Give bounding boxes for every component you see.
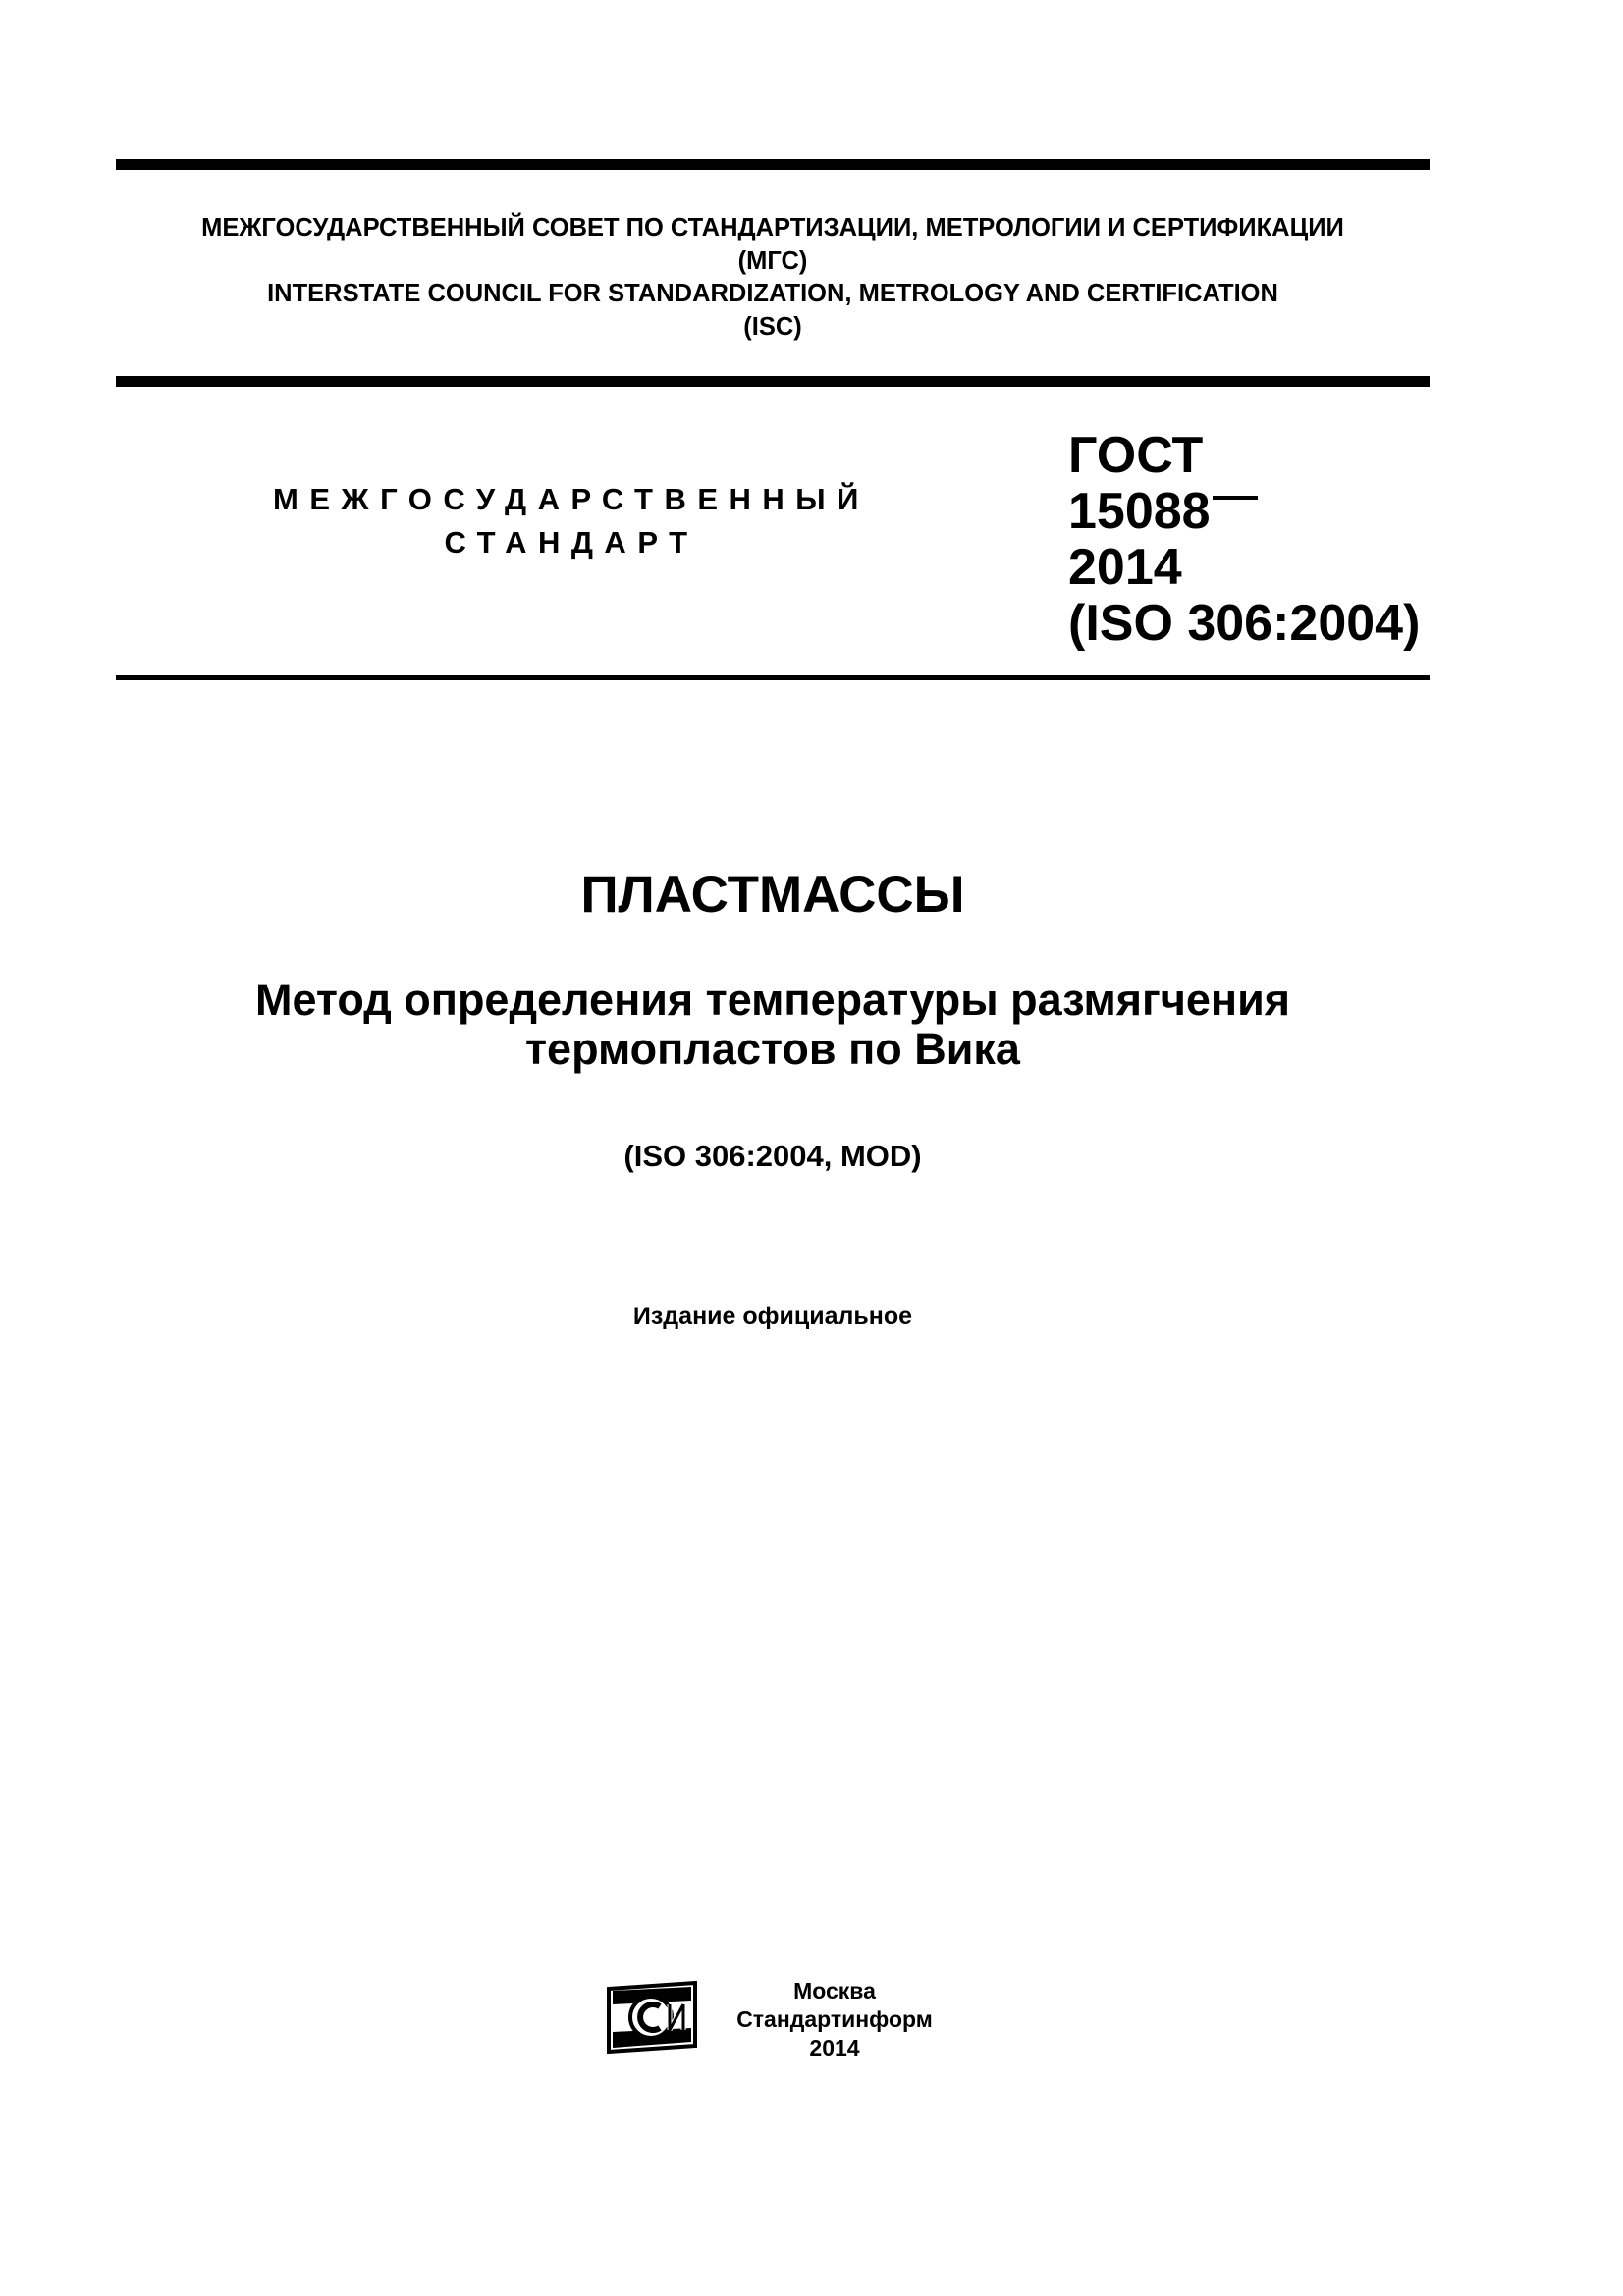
standard-type-line1: МЕЖГОСУДАРСТВЕННЫЙ — [273, 482, 870, 516]
designation-number: 15088 — [1068, 483, 1258, 540]
document-title: ПЛАСТМАССЫ — [580, 866, 965, 924]
designation-prefix: ГОСТ — [1068, 427, 1204, 484]
council-abbr-ru: (МГС) — [737, 246, 808, 275]
standard-designation — [1068, 428, 1420, 652]
bottom-rule — [116, 675, 1430, 680]
edition-note: Издание официальное — [632, 1303, 913, 1330]
council-name-ru: МЕЖГОСУДАРСТВЕННЫЙ СОВЕТ ПО СТАНДАРТИЗАЦИИ, МЕТРОЛОГИИ И СЕРТИФИКАЦИИ — [201, 214, 1344, 241]
document-subtitle — [116, 976, 1430, 1074]
council-abbr-en: (ISC) — [743, 312, 802, 341]
iso-reference: (ISO 306:2004, MOD) — [623, 1139, 922, 1173]
designation-iso: (ISO 306:2004) — [1068, 595, 1421, 652]
subtitle-line1: Метод определения температуры размягчения — [254, 975, 1291, 1025]
publisher-city: Москва — [793, 1978, 876, 2003]
council-header — [116, 212, 1430, 344]
middle-rule — [116, 376, 1430, 387]
publisher-name: Стандартинформ — [736, 2006, 933, 2032]
council-name-en: INTERSTATE COUNCIL FOR STANDARDIZATION, METROLOGY AND CERTIFICATION — [267, 280, 1278, 307]
standard-type — [257, 478, 886, 564]
publisher-block — [727, 1977, 943, 2062]
standartinform-logo-icon — [605, 1979, 701, 2054]
designation-year: 2014 — [1068, 539, 1182, 596]
standard-type-line2: СТАНДАРТ — [444, 525, 699, 560]
subtitle-line2: термопластов по Вика — [525, 1024, 1020, 1074]
top-rule — [116, 159, 1430, 170]
publisher-year: 2014 — [809, 2035, 860, 2060]
